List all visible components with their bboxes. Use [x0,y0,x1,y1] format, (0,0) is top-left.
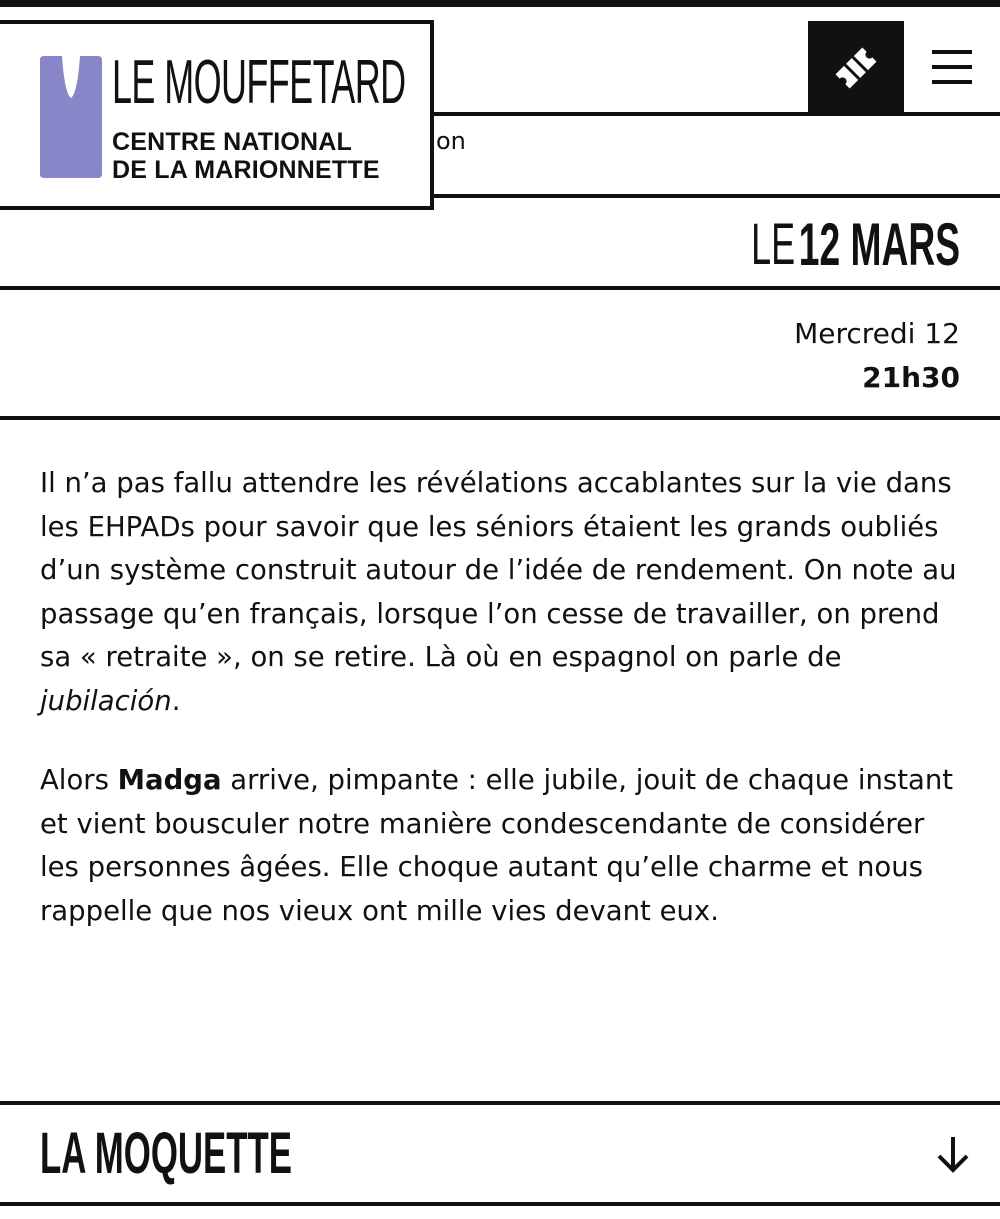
ticket-button[interactable] [808,21,904,114]
text: arrive, pimpante : elle jubile, jouit de chaque instant et vient bousculer notre manière condescendante de considérer les personnes âgées. Elle choque autant qu’elle charme et nous rappelle que nos vieux ont mille vies devant eux. [40,764,954,927]
hamburger-icon-line [932,65,972,69]
breadcrumb-fragment[interactable]: on [436,127,466,155]
logo-mark-icon [40,56,102,178]
event-description [40,462,970,969]
date-main: 12 MARS [798,211,960,278]
accordion-divider-bottom [0,1202,1000,1206]
text: . [171,684,181,717]
logo-subtitle-1: CENTRE NATIONAL [112,128,353,156]
logo-subtitle-2: DE LA MARIONNETTE [112,156,380,184]
hamburger-icon [932,50,972,54]
text: Alors [40,764,118,796]
strong-text: Madga [117,764,222,796]
accordion-la-moquette[interactable] [0,1103,1000,1203]
arrow-down-icon [936,1135,970,1173]
ticket-icon [831,43,881,93]
description-paragraph-1 [40,462,970,723]
accordion-title: LA MOQUETTE [40,1121,292,1186]
emphasis-text: jubilación [40,684,172,717]
event-time: 21h30 [862,361,960,394]
date-prefix: LE [751,212,796,277]
text: Il n’a pas fallu attendre les révélations accablantes sur la vie dans les EHPADs pour savoir que les séniors étaient les grands oubliés d’un système construit autour de l’idée de rendement. On note au passage qu’en français, lorsque l’on cesse de travailler, on prend sa « retraite », on se retire. Là où en espagnol on parle de [40,467,957,673]
hamburger-icon-line [932,80,972,84]
logo-title: LE MOUFFETARD [112,48,406,117]
menu-button[interactable] [928,46,976,88]
date-divider [0,286,1000,290]
time-divider [0,416,1000,420]
event-date-heading [623,211,960,278]
site-logo[interactable] [0,20,434,210]
top-rule [0,0,1000,7]
description-paragraph-2 [40,759,970,933]
event-day: Mercredi 12 [794,317,960,350]
